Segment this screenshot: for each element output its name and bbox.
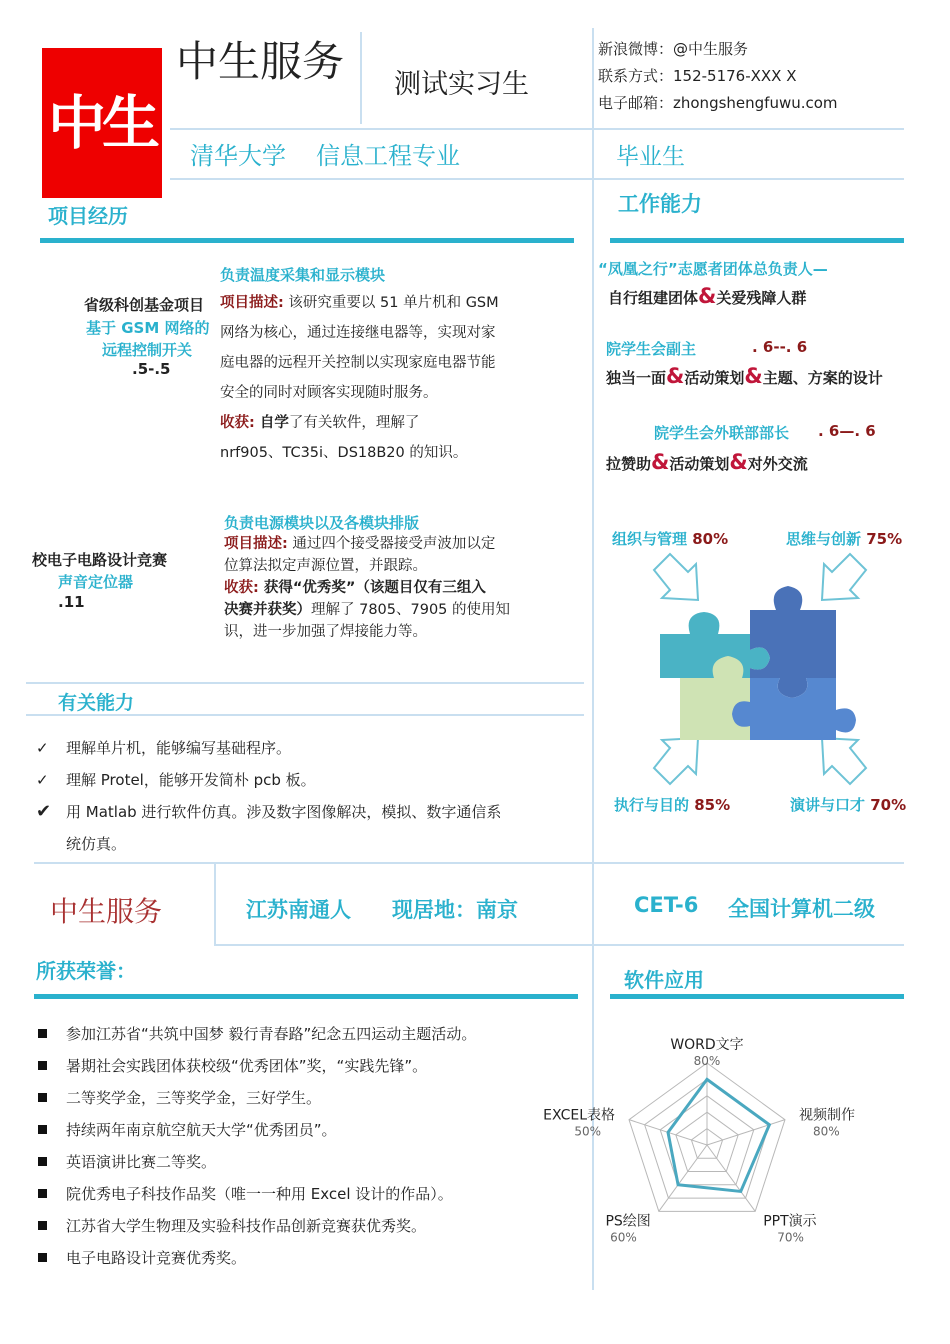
phone: 联系方式：152-5176-XXX X — [598, 67, 797, 85]
radar-value-label: 70% — [777, 1230, 804, 1245]
list-item: 二等奖学金，三等奖学金，三好学生。 — [34, 1082, 590, 1114]
logo — [42, 48, 162, 198]
work-role-3: 院学生会外联部部长 — [654, 424, 790, 442]
project2-desc: 项目描述: 通过四个接受器接受声波加以定 位算法拟定声源位置，并跟踪。 收获: 获得“优秀奖”（该题目仅有三组入 决赛并获奖）理解了 7805、7905 的使用知 识，进一步加强了焊接能力等。 — [224, 536, 511, 640]
project2-name: 声音定位器 — [58, 573, 134, 591]
list-item: ✓ 理解 Protel，能够开发简朴 pcb 板。 — [36, 771, 316, 789]
radar-category-label: PPT演示 — [763, 1213, 817, 1230]
arrow-icon — [822, 554, 866, 600]
computer-cert: 全国计算机二级 — [728, 897, 875, 921]
logo-text: 中生 — [47, 89, 156, 157]
list-item: 江苏省大学生物理及实验科技作品创新竞赛获优秀奖。 — [34, 1210, 590, 1242]
skill-4: 演讲与口才 70% — [790, 796, 907, 814]
work-date-2: . 6--. 6 — [752, 338, 808, 356]
arrow-icon — [822, 738, 866, 784]
work-role-2: 院学生会副主 — [606, 340, 697, 358]
list-item: 参加江苏省“共筑中国梦 毅行青春路”纪念五四运动主题活动。 — [34, 1018, 590, 1050]
weibo: 新浪微博：@中生服务 — [598, 40, 749, 58]
radar-value-label: 60% — [610, 1230, 637, 1245]
radar-value-label: 80% — [812, 1124, 840, 1139]
project1-role: 负责温度采集和显示模块 — [220, 266, 386, 284]
work-desc-2: 独当一面&活动策划&主题、方案的设计 — [606, 364, 883, 388]
honors-list — [34, 1018, 590, 1274]
radar-category-label: EXCEL表格 — [543, 1107, 616, 1124]
abilities-title: 有关能力 — [58, 692, 135, 714]
work-desc-3: 拉赞助&活动策划&对外交流 — [606, 450, 808, 474]
middle-name: 中生服务 — [50, 895, 163, 928]
list-item: 暑期社会实践团体获校级“优秀团体”奖，“实践先锋”。 — [34, 1050, 590, 1082]
arrow-icon — [654, 738, 698, 784]
software-title: 软件应用 — [624, 968, 704, 992]
list-item: ✔ 用 Matlab 进行软件仿真。涉及数字图像解决，模拟、数字通信系 统仿真。 — [36, 801, 502, 853]
list-item: 英语演讲比赛二等奖。 — [34, 1146, 590, 1178]
residence: 现居地：南京 — [392, 898, 518, 922]
radar-category-label: 视频制作 — [798, 1107, 855, 1124]
project1-fund: 省级科创基金项目 — [84, 296, 205, 314]
honors-title: 所获荣誉： — [36, 959, 136, 983]
list-item: 院优秀电子科技作品奖（唯一一种用 Excel 设计的作品）。 — [34, 1178, 590, 1210]
radar-category-label: PS绘图 — [605, 1213, 651, 1230]
major: 信息工程专业 — [316, 142, 460, 170]
list-item: 持续两年南京航空航天大学“优秀团员”。 — [34, 1114, 590, 1146]
projects-title: 项目经历 — [48, 204, 128, 228]
email: 电子邮箱：zhongshengfuwu.com — [598, 94, 838, 112]
skill-3: 执行与目的 85% — [614, 796, 731, 814]
arrow-icon — [654, 554, 698, 600]
abilities-list — [34, 732, 584, 860]
radar-value-label: 80% — [693, 1054, 721, 1068]
job-title: 测试实习生 — [394, 69, 529, 100]
candidate-name: 中生服务 — [176, 37, 345, 86]
project2-date: .11 — [58, 593, 85, 611]
project1-name-1: 基于 GSM 网络的 — [86, 319, 210, 337]
project1-name-2: 远程控制开关 — [102, 341, 193, 359]
skill-1: 组织与管理 80% — [612, 530, 729, 548]
project1-desc: 项目描述: 该研究重要以 51 单片机和 GSM 网络为核心，通过连接继电器等，实现对家 庭电器的远程开关控制以实现家庭电器节能 安全的同时对顾客实现随时服务。 收获: 自学了有关软件，理解了 nrf905、TC35i、DS18B20 的知识。 — [220, 295, 499, 461]
list-item: 电子电路设计竞赛优秀奖。 — [34, 1242, 590, 1274]
radar-axis — [659, 1145, 707, 1211]
radar-axis — [707, 1120, 785, 1145]
list-item: ✓ 理解单片机，能够编写基础程序。 — [36, 739, 292, 757]
skill-2: 思维与创新 75% — [786, 530, 903, 548]
radar-value-label: 50% — [574, 1124, 602, 1139]
project1-date: .5-.5 — [132, 360, 171, 378]
cet: CET-6 — [634, 893, 699, 917]
radar-category-label: WORD文字 — [670, 1037, 744, 1053]
project2-role: 负责电源模块以及各模块排版 — [224, 514, 420, 532]
work-title: 工作能力 — [618, 192, 702, 216]
degree: 毕业生 — [616, 144, 685, 170]
origin: 江苏南通人 — [246, 898, 351, 922]
work-role-1: “凤凰之行”志愿者团体总负责人— — [598, 260, 828, 278]
school: 清华大学 — [190, 142, 286, 170]
puzzle-graphic — [640, 550, 880, 790]
radar-chart — [530, 1020, 910, 1270]
project2-fund: 校电子电路设计竞赛 — [32, 551, 168, 569]
work-date-3: . 6—. 6 — [818, 422, 876, 440]
work-desc-1: 自行组建团体&关爱残障人群 — [608, 284, 807, 308]
